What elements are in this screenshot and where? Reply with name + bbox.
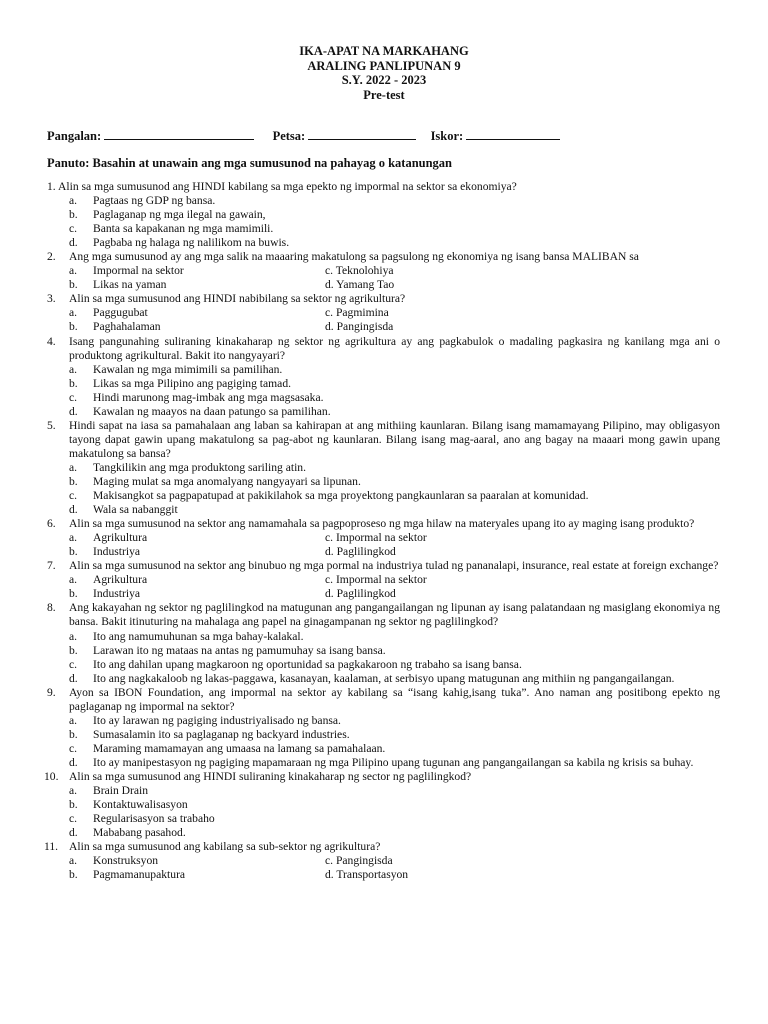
option-letter: a. <box>69 784 78 798</box>
school-year: S.Y. 2022 - 2023 <box>341 73 427 87</box>
answer-option <box>0 630 768 644</box>
question-prompt: Hindi sapat na iasa sa pamahalaan ang laban sa kahirapan at ang mithiing kaunlaran. Bilang isang mamamayang Pilipino, may obligasyon tayong dapat gawin upang makatulong sa pag-abot ng kaunlaran. Bilang isang mag-aaral, ano ang bagay na maaari mong gawin upang makatulong sa bansa? <box>69 418 720 460</box>
option-text: Likas na yaman <box>93 278 167 292</box>
answer-option <box>0 587 768 601</box>
answer-option <box>0 236 768 250</box>
option-letter: a. <box>69 460 78 474</box>
option-letter: a. <box>69 194 78 208</box>
answer-option <box>0 306 768 320</box>
question-text <box>0 770 768 784</box>
option-text: Ito ay manipestasyon ng pagiging mapamaraan ng mga Pilipino upang tugunan ang pangangailangan sa kabila ng krisis sa buhay. <box>93 755 694 769</box>
answer-option <box>0 489 768 503</box>
option-text: Ito ang namumuhunan sa mga bahay-kalakal. <box>93 629 304 643</box>
answer-option <box>0 784 768 798</box>
option-text: Banta sa kapakanan ng mga mamimili. <box>93 222 274 236</box>
question-number: 9. <box>47 685 56 699</box>
subject-title: ARALING PANLIPUNAN 9 <box>307 58 461 73</box>
answer-option <box>0 868 768 882</box>
question-5 <box>0 419 768 517</box>
option-letter: a. <box>69 629 78 643</box>
option-text-right: d. Yamang Tao <box>325 278 395 292</box>
answer-option <box>0 714 768 728</box>
option-letter: d. <box>69 755 78 769</box>
answer-option <box>0 377 768 391</box>
option-text: Sumasalamin ito sa paglaganap ng backyard industries. <box>93 727 350 741</box>
question-number: 8. <box>47 601 56 615</box>
answer-option <box>0 278 768 292</box>
question-text <box>0 840 768 854</box>
question-2 <box>0 250 768 292</box>
question-number: 4. <box>47 334 56 348</box>
question-1 <box>0 180 768 250</box>
question-6 <box>0 517 768 559</box>
question-text <box>0 335 768 363</box>
answer-option <box>0 573 768 587</box>
option-text: Ito ang dahilan upang magkaroon ng oportunidad sa pagkakaroon ng trabaho sa isang bansa. <box>93 657 522 671</box>
option-text-right: c. Teknolohiya <box>325 264 394 278</box>
answer-option <box>0 798 768 812</box>
option-letter: d. <box>69 826 78 840</box>
option-text: Larawan ito ng mataas na antas ng pamumuhay sa isang bansa. <box>93 643 386 657</box>
option-letter: b. <box>69 278 78 292</box>
option-text: Pagmamanupaktura <box>93 868 186 882</box>
answer-option <box>0 644 768 658</box>
option-text: Maraming mamamayan ang umaasa na lamang sa pamahalaan. <box>93 741 386 755</box>
question-prompt: Alin sa mga sumusunod na sektor ang namamahala sa pagpoproseso ng mga hilaw na materyales upang ito ay maging isang produkto? <box>69 517 695 531</box>
option-letter: b. <box>69 376 78 390</box>
question-number: 7. <box>47 559 56 573</box>
question-4 <box>0 335 768 419</box>
question-text <box>0 250 768 264</box>
option-letter: b. <box>69 474 78 488</box>
option-letter: b. <box>69 208 78 222</box>
question-prompt: Ang mga sumusunod ay ang mga salik na maaaring makatulong sa pagsulong ng ekonomiya ng isang bansa MALIBAN sa <box>69 250 639 264</box>
date-label: Petsa: <box>272 129 306 143</box>
name-blank[interactable] <box>104 128 254 140</box>
answer-option <box>0 826 768 840</box>
option-text: Kawalan ng maayos na daan patungo sa pamilihan. <box>93 404 331 418</box>
option-text: Agrikultura <box>93 573 148 587</box>
question-9 <box>0 686 768 770</box>
option-text: Industriya <box>93 545 141 559</box>
option-letter: b. <box>69 587 78 601</box>
option-text-right: d. Paglilingkod <box>325 545 396 559</box>
answer-option <box>0 222 768 236</box>
question-prompt: Alin sa mga sumusunod ang HINDI suliraning kinakaharap ng sector ng paglilingkod? <box>69 769 472 783</box>
question-prompt: Isang pangunahing suliraning kinakaharap ng sektor ng agrikultura ay ang pagkabulok o madaling pagkasira ng kanilang mga ani o produktong agrikultural. Bakit ito nangyayari? <box>69 334 720 362</box>
question-text <box>0 601 768 629</box>
option-letter: c. <box>69 390 78 404</box>
question-8 <box>0 601 768 685</box>
question-7 <box>0 559 768 601</box>
question-number: 6. <box>47 517 56 531</box>
question-number: 3. <box>47 292 56 306</box>
option-letter: b. <box>69 727 78 741</box>
answer-option <box>0 363 768 377</box>
option-text: Ito ay larawan ng pagiging industriyalisado ng bansa. <box>93 713 341 727</box>
option-letter: b. <box>69 798 78 812</box>
answer-option <box>0 658 768 672</box>
answer-option <box>0 742 768 756</box>
option-text: Hindi marunong mag-imbak ang mga magsasaka. <box>93 390 324 404</box>
option-letter: a. <box>69 264 78 278</box>
option-text: Brain Drain <box>93 784 149 798</box>
question-number: 2. <box>47 250 56 264</box>
question-prompt: Ang kakayahan ng sektor ng paglilingkod na matugunan ang pangangailangan ng lipunan ay isang palatandaan ng masiglang ekonomiya ng bansa. Bakit itinuturing na mahalaga ang papel na ginagampanan ng sektor ng paglilingkod? <box>69 601 720 629</box>
option-text: Konstruksyon <box>93 854 159 868</box>
option-text-right: d. Paglilingkod <box>325 587 396 601</box>
option-letter: a. <box>69 531 78 545</box>
option-text: Paglaganap ng mga ilegal na gawain, <box>93 208 266 222</box>
answer-option <box>0 475 768 489</box>
answer-option <box>0 320 768 334</box>
question-prompt: Alin sa mga sumusunod ang HINDI kabilang sa mga epekto ng impormal na sektor sa ekonomiya? <box>58 180 517 193</box>
option-letter: c. <box>69 222 78 236</box>
question-text <box>0 517 768 531</box>
option-letter: a. <box>69 306 78 320</box>
answer-option <box>0 545 768 559</box>
answer-option <box>0 812 768 826</box>
answer-option <box>0 854 768 868</box>
question-text <box>0 559 768 573</box>
question-11 <box>0 840 768 882</box>
answer-option <box>0 503 768 517</box>
answer-option <box>0 391 768 405</box>
answer-option <box>0 208 768 222</box>
option-text: Pagtaas ng GDP ng bansa. <box>93 194 216 208</box>
option-letter: c. <box>69 489 78 503</box>
option-text: Impormal na sektor <box>93 264 184 278</box>
option-text: Paggugubat <box>93 306 148 320</box>
date-blank[interactable] <box>308 128 416 140</box>
option-text: Kawalan ng mga mimimili sa pamilihan. <box>93 362 283 376</box>
answer-option <box>0 194 768 208</box>
question-number: 5. <box>47 418 56 432</box>
answer-option <box>0 756 768 770</box>
option-letter: c. <box>69 657 78 671</box>
question-text <box>0 180 768 194</box>
question-prompt: Alin sa mga sumusunod ang kabilang sa sub-sektor ng agrikultura? <box>69 840 381 854</box>
option-text: Mababang pasahod. <box>93 826 186 840</box>
question-text <box>0 292 768 306</box>
option-text-right: c. Pangingisda <box>325 854 393 868</box>
question-10 <box>0 770 768 840</box>
option-text-right: d. Transportasyon <box>325 868 409 882</box>
exam-header <box>0 44 768 102</box>
option-text: Maging mulat sa mga anomalyang nangyayari sa lipunan. <box>93 474 361 488</box>
option-letter: b. <box>69 545 78 559</box>
option-letter: d. <box>69 671 78 685</box>
question-prompt: Alin sa mga sumusunod ang HINDI nabibilang sa sektor ng agrikultura? <box>69 292 406 306</box>
question-prompt: Alin sa mga sumusunod na sektor ang binubuo ng mga pormal na industriya tulad ng pananalapi, insurance, real estate at foreign exchange? <box>69 559 719 573</box>
answer-option <box>0 264 768 278</box>
option-letter: d. <box>69 236 78 250</box>
question-list <box>0 180 768 882</box>
option-letter: c. <box>69 812 78 826</box>
student-info-line <box>47 128 560 144</box>
option-text: Tangkilikin ang mga produktong sariling atin. <box>93 460 306 474</box>
score-blank[interactable] <box>466 128 560 140</box>
answer-option <box>0 672 768 686</box>
name-label: Pangalan: <box>47 129 102 143</box>
question-text <box>0 686 768 714</box>
option-text: Kontaktuwalisasyon <box>93 798 188 812</box>
option-letter: a. <box>69 573 78 587</box>
option-text: Ito ang nagkakaloob ng lakas-paggawa, kasanayan, kaalaman, at serbisyo upang matugunan ang mithiin ng pangangailangan. <box>93 671 675 685</box>
option-text: Industriya <box>93 587 141 601</box>
option-text-right: d. Pangingisda <box>325 320 394 334</box>
option-text-right: c. Impormal na sektor <box>325 573 427 587</box>
option-text: Makisangkot sa pagpapatupad at pakikilahok sa mga proyektong pangkaunlaran sa paaralan at komunidad. <box>93 489 589 503</box>
question-prompt: Ayon sa IBON Foundation, ang impormal na sektor ay kabilang sa “isang kahig,isang tuka”. Ano naman ang positibong epekto ng paglaganap ng impormal na sektor? <box>69 685 720 713</box>
option-letter: b. <box>69 320 78 334</box>
score-label: Iskor: <box>430 129 464 143</box>
question-number: 11. <box>44 840 59 854</box>
instructions: Panuto: Basahin at unawain ang mga sumusunod na pahayag o katanungan <box>47 156 453 170</box>
test-type: Pre-test <box>363 87 405 102</box>
option-letter: a. <box>69 854 78 868</box>
option-letter: d. <box>69 503 78 517</box>
option-letter: a. <box>69 362 78 376</box>
option-letter: a. <box>69 713 78 727</box>
question-number: 1. <box>47 180 56 193</box>
option-text: Agrikultura <box>93 531 148 545</box>
question-3 <box>0 292 768 334</box>
option-text: Likas sa mga Pilipino ang pagiging tamad. <box>93 376 292 390</box>
answer-option <box>0 728 768 742</box>
question-number: 10. <box>44 769 59 783</box>
option-letter: c. <box>69 741 78 755</box>
answer-option <box>0 531 768 545</box>
option-text: Paghahalaman <box>93 320 161 334</box>
option-text: Regularisasyon sa trabaho <box>93 812 215 826</box>
option-text: Wala sa nabanggit <box>93 503 178 517</box>
answer-option <box>0 461 768 475</box>
option-letter: b. <box>69 643 78 657</box>
option-text-right: c. Pagmimina <box>325 306 389 320</box>
option-text: Pagbaba ng halaga ng nalilikom na buwis. <box>93 236 290 250</box>
option-letter: b. <box>69 868 78 882</box>
question-text <box>0 419 768 461</box>
option-text-right: c. Impormal na sektor <box>325 531 427 545</box>
quarter-title: IKA-APAT NA MARKAHANG <box>299 44 469 58</box>
option-letter: d. <box>69 404 78 418</box>
answer-option <box>0 405 768 419</box>
